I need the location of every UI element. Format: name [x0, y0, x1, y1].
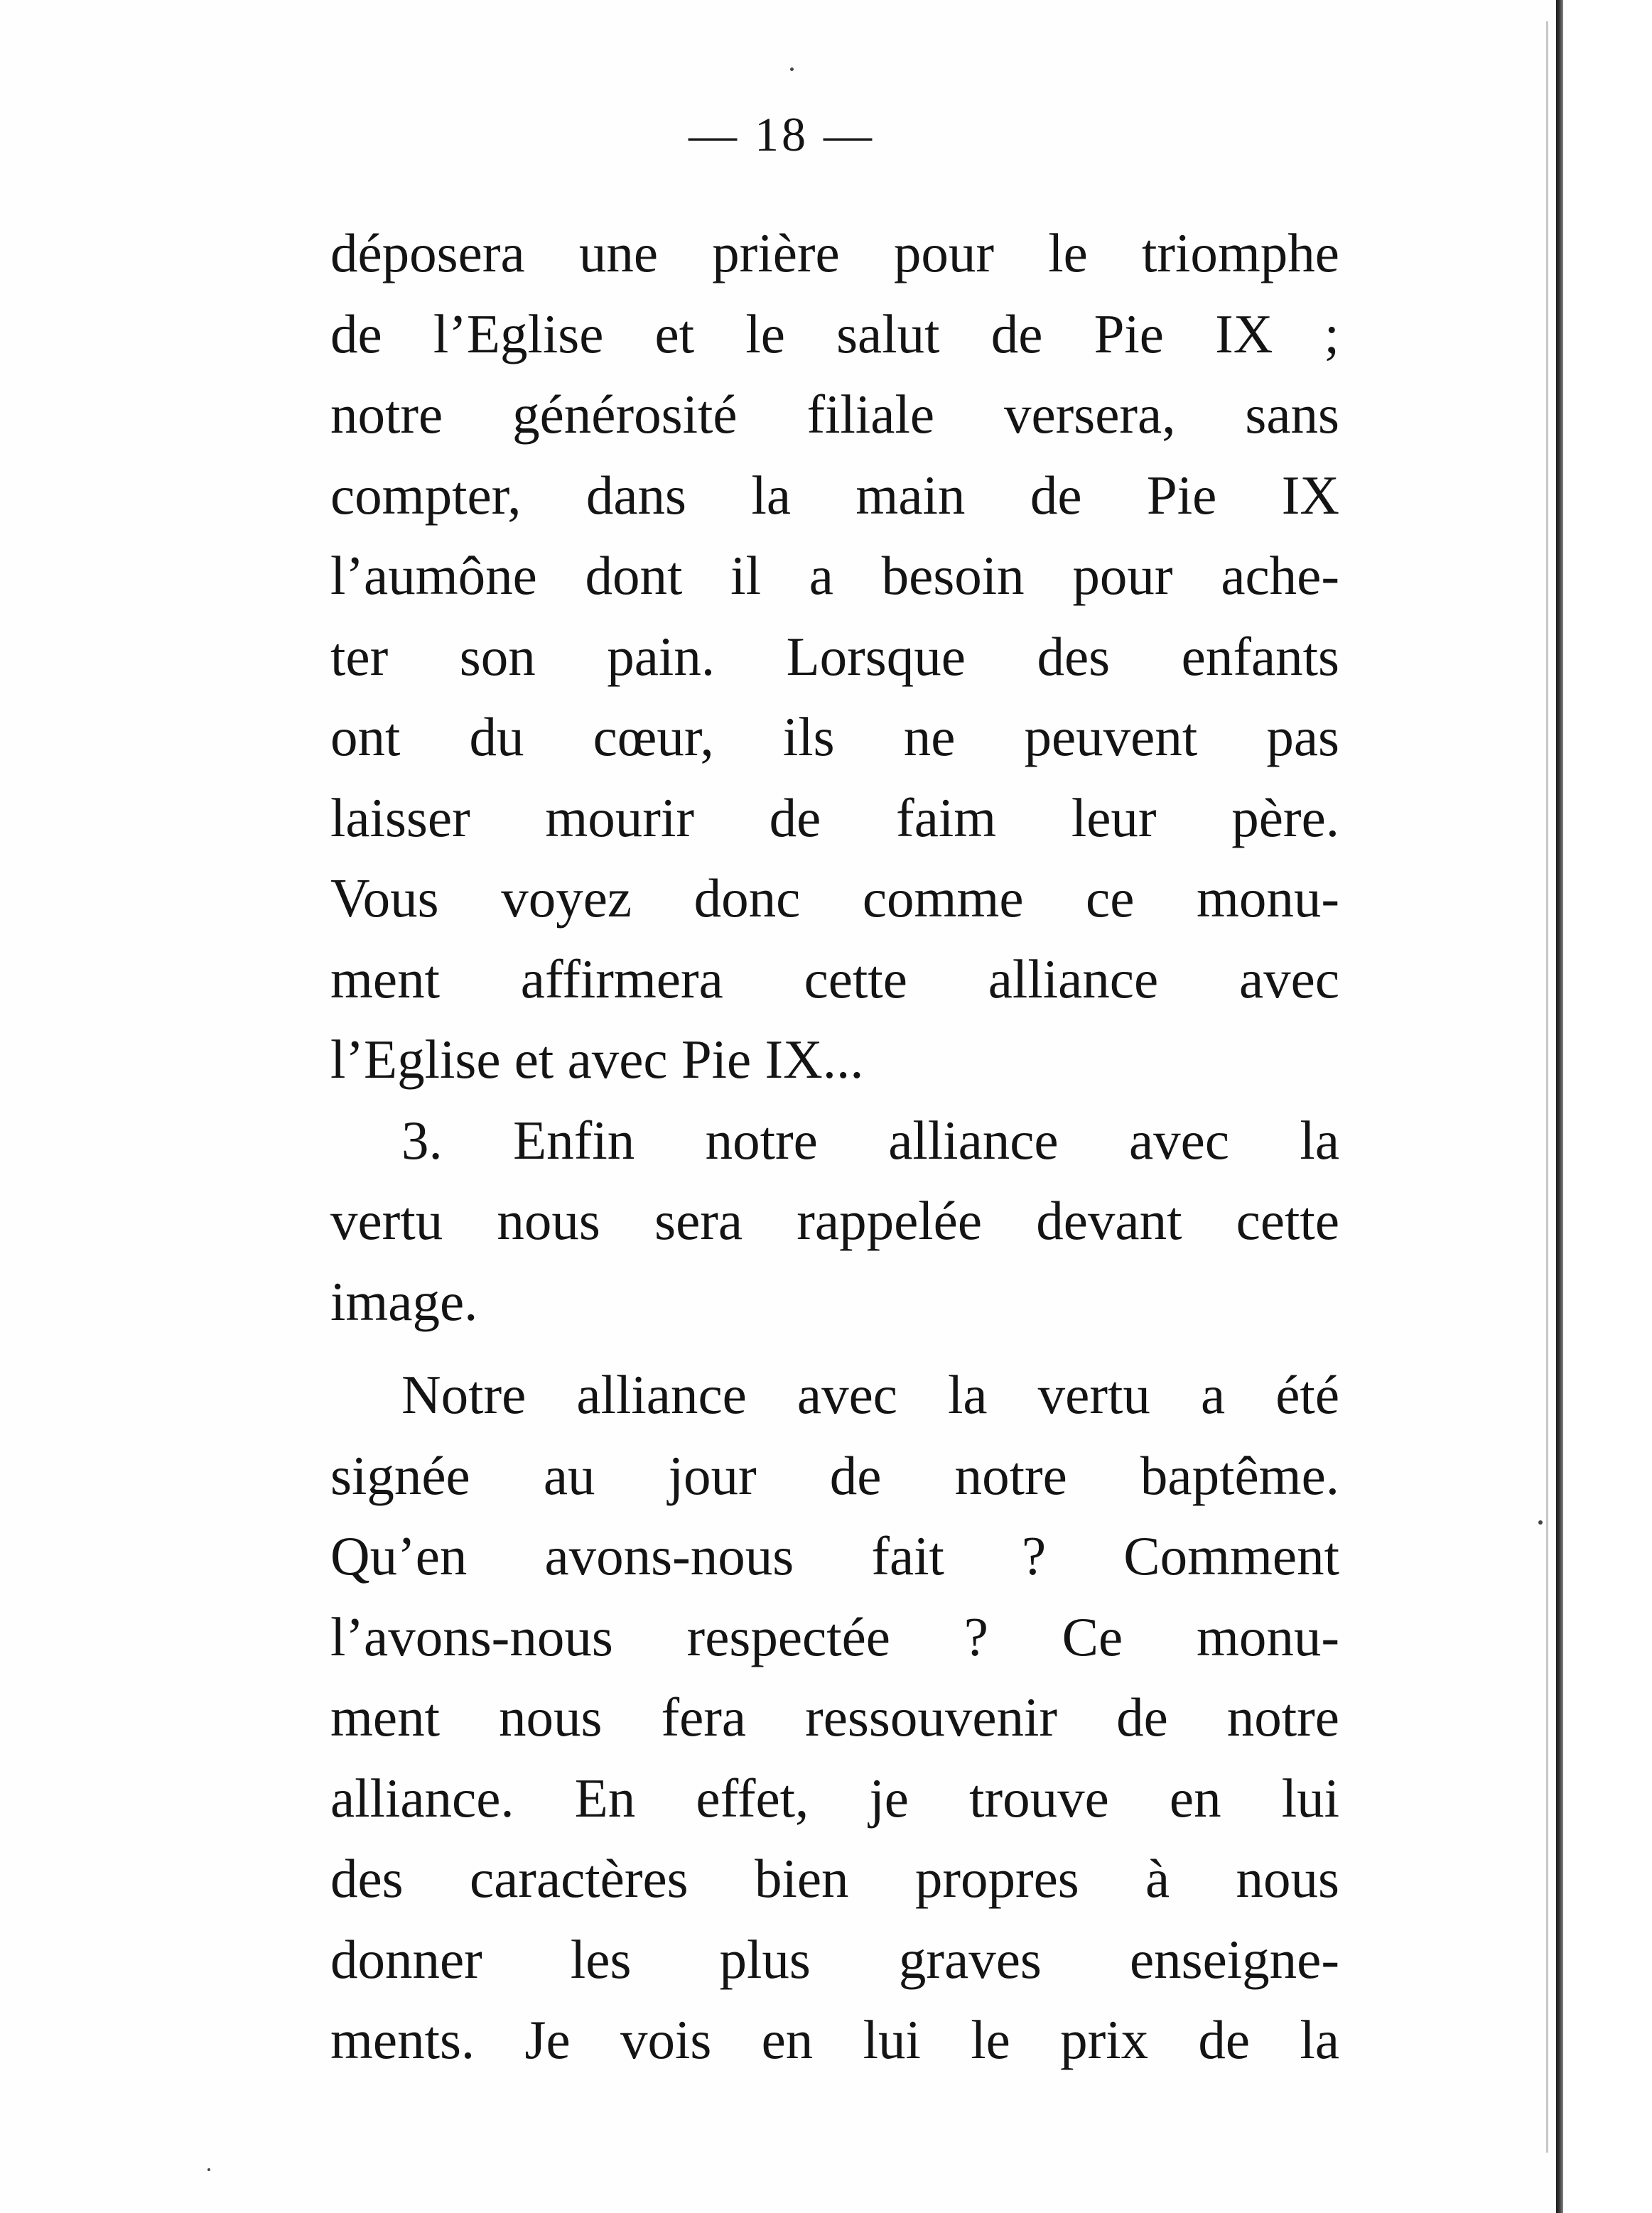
- text-line: image.: [330, 1270, 478, 1332]
- text-line: vertu nous sera rappelée devant cette: [330, 1190, 1339, 1251]
- text-line: l’aumône dont il a besoin pour ache-: [330, 545, 1339, 606]
- text-line: compter, dans la main de Pie IX: [330, 464, 1339, 526]
- paragraph-gap: [330, 1342, 1339, 1355]
- text-line: laisser mourir de faim leur père.: [330, 786, 1339, 848]
- text-line: l’avons-nous respectée ? Ce monu-: [330, 1606, 1339, 1667]
- text-line: donner les plus graves enseigne-: [330, 1928, 1339, 1990]
- scan-margin: [1563, 0, 1652, 2213]
- text-line: Qu’en avons-nous fait ? Comment: [330, 1525, 1339, 1586]
- text-line: déposera une prière pour le triomphe: [330, 222, 1339, 283]
- scan-speck: [790, 67, 794, 71]
- scan-speck: [1538, 1520, 1543, 1525]
- text-line: de l’Eglise et le salut de Pie IX ;: [330, 303, 1339, 364]
- scan-speck: [207, 2168, 210, 2171]
- text-line: 3. Enfin notre alliance avec la: [401, 1109, 1339, 1171]
- text-line: ter son pain. Lorsque des enfants: [330, 625, 1339, 687]
- text-line: ment nous fera ressouvenir de notre: [330, 1687, 1339, 1748]
- text-line: ments. Je vois en lui le prix de la: [330, 2009, 1339, 2070]
- page-edge: [1556, 0, 1563, 2213]
- body-text: [330, 213, 1339, 2081]
- text-line: Vous voyez donc comme ce monu-: [330, 867, 1339, 929]
- page-gutter-shadow: [1546, 21, 1548, 2153]
- text-line: notre générosité filiale versera, sans: [330, 384, 1339, 445]
- text-line: alliance. En effet, je trouve en lui: [330, 1767, 1339, 1829]
- text-line: ment affirmera cette alliance avec: [330, 948, 1339, 1010]
- text-line: signée au jour de notre baptême.: [330, 1444, 1339, 1506]
- text-line: l’Eglise et avec Pie IX...: [330, 1029, 864, 1090]
- text-line: Notre alliance avec la vertu a été: [401, 1364, 1339, 1425]
- text-line: des caractères bien propres à nous: [330, 1848, 1339, 1909]
- page-number: — 18 —: [689, 107, 875, 161]
- text-line: ont du cœur, ils ne peuvent pas: [330, 706, 1339, 767]
